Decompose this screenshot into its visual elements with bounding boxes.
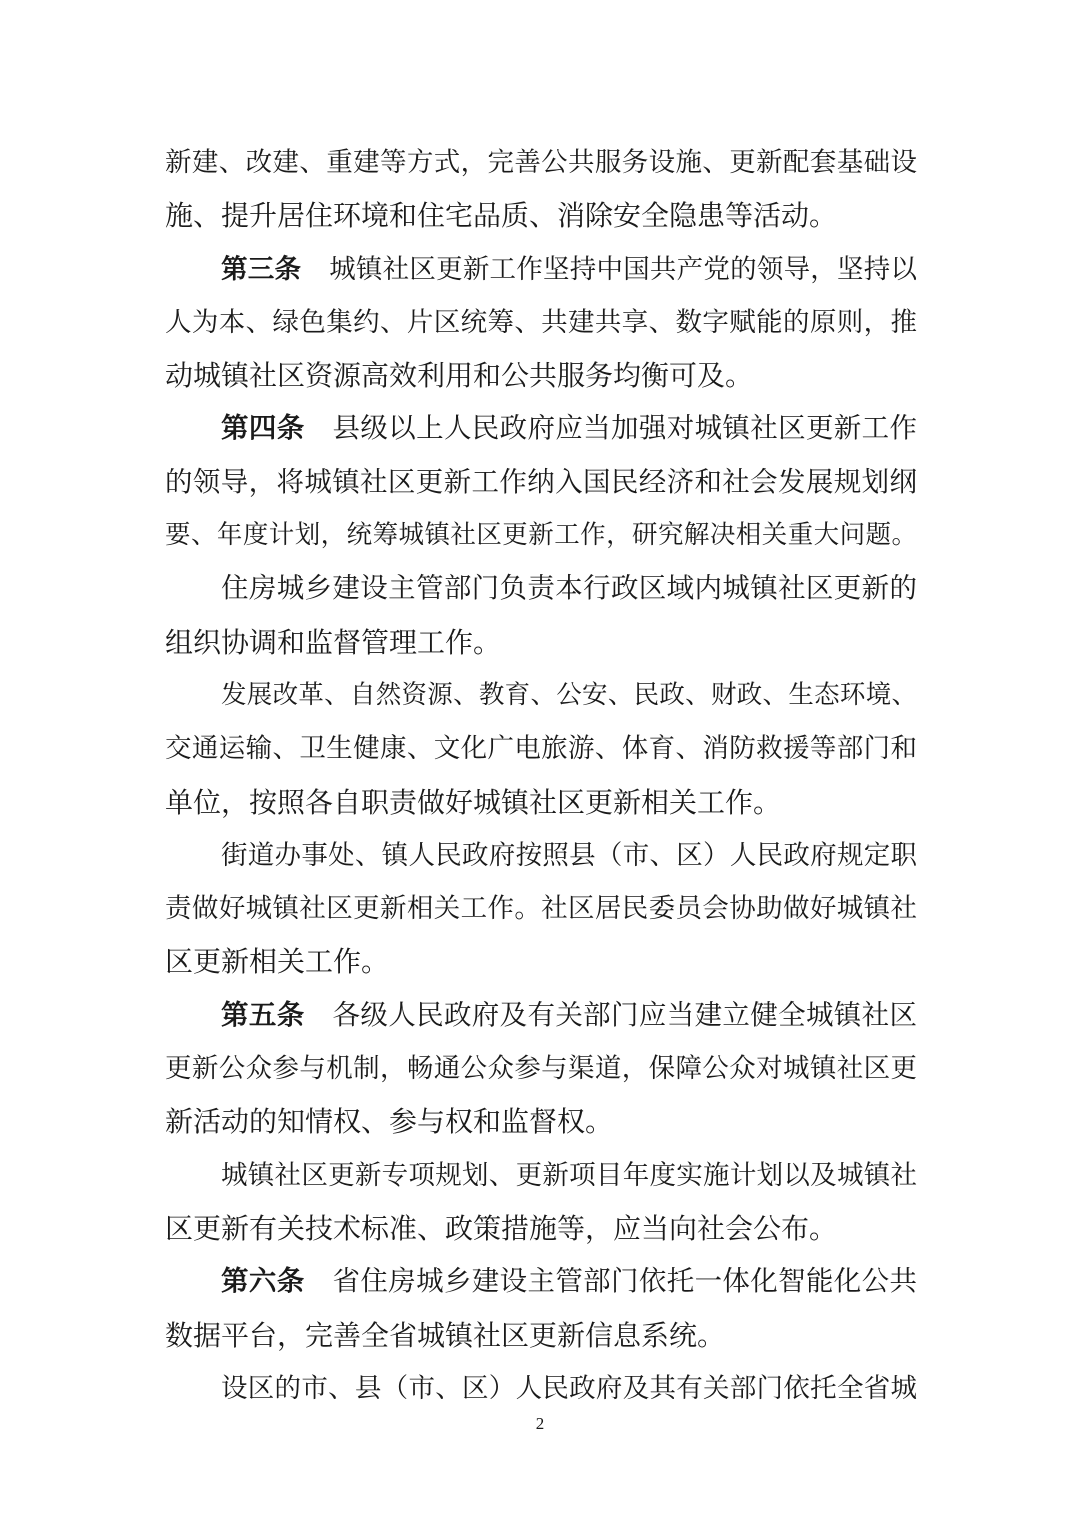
text-line (165, 616, 917, 669)
line-text: 县级以上人民政府应当加强对城镇社区更新工作 (332, 412, 918, 445)
line-text: 城镇社区更新工作坚持中国共产党的领导，坚持以 (329, 253, 917, 285)
article-label: 第六条 (221, 1265, 305, 1298)
text-line (165, 562, 917, 615)
text-line (165, 882, 917, 935)
text-line (165, 722, 917, 775)
line-text: 区更新有关技术标准、政策措施等，应当向社会公布。 (165, 1211, 838, 1245)
line-text: 施、提升居住环境和住宅品质、消除安全隐患等活动。 (165, 199, 838, 233)
line-text: 要、年度计划，统筹城镇社区更新工作，研究解决相关重大问题。 (165, 520, 917, 551)
text-line (165, 669, 917, 722)
line-text: 各级人民政府及有关部门应当建立健全城镇社区 (332, 998, 918, 1031)
line-text: 城镇社区更新专项规划、更新项目年度实施计划以及城镇社 (221, 1159, 917, 1191)
article-label: 第三条 (221, 253, 302, 285)
line-text: 单位，按照各自职责做好城镇社区更新相关工作。 (165, 785, 782, 819)
article-heading-line (165, 989, 917, 1042)
line-text: 动城镇社区资源高效利用和公共服务均衡可及。 (165, 359, 754, 393)
line-text: 发展改革、自然资源、教育、公安、民政、财政、生态环境、 (221, 679, 917, 710)
text-line (165, 829, 917, 882)
page-number: 2 (535, 1414, 545, 1433)
text-line (165, 935, 917, 988)
text-line (165, 456, 917, 509)
line-text: 街道办事处、镇人民政府按照县（市、区）人民政府规定职 (221, 839, 917, 871)
text-line (165, 189, 917, 242)
line-text: 的领导，将城镇社区更新工作纳入国民经济和社会发展规划纲 (165, 465, 917, 498)
article-heading-line (165, 1255, 917, 1308)
text-line (165, 1362, 917, 1415)
line-text: 人为本、绿色集约、片区统筹、共建共享、数字赋能的原则，推 (165, 306, 917, 338)
line-text: 设区的市、县（市、区）人民政府及其有关部门依托全省城 (221, 1372, 917, 1404)
text-line (165, 509, 917, 562)
article-label: 第四条 (221, 412, 305, 445)
line-text: 省住房城乡建设主管部门依托一体化智能化公共 (332, 1265, 918, 1298)
line-text: 新建、改建、重建等方式，完善公共服务设施、更新配套基础设 (165, 147, 917, 178)
line-text: 组织协调和监督管理工作。 (165, 625, 502, 659)
text-line (165, 1309, 917, 1362)
line-text: 区更新相关工作。 (165, 945, 390, 979)
document-body (165, 136, 917, 1415)
text-line (165, 1042, 917, 1095)
line-text: 责做好城镇社区更新相关工作。社区居民委员会协助做好城镇社 (165, 893, 917, 925)
text-line (165, 1202, 917, 1255)
article-heading-line (165, 402, 917, 455)
text-line (165, 349, 917, 402)
line-text: 更新公众参与机制，畅通公众参与渠道，保障公众对城镇社区更 (165, 1053, 917, 1085)
text-line (165, 1149, 917, 1202)
article-heading-line (165, 243, 917, 296)
text-line (165, 136, 917, 189)
line-text: 住房城乡建设主管部门负责本行政区域内城镇社区更新的 (221, 572, 917, 605)
text-line (165, 776, 917, 829)
line-text: 交通运输、卫生健康、文化广电旅游、体育、消防救援等部门和 (165, 733, 917, 765)
text-line (165, 1095, 917, 1148)
text-line (165, 296, 917, 349)
article-label: 第五条 (221, 998, 305, 1031)
line-text: 新活动的知情权、参与权和监督权。 (165, 1105, 614, 1139)
line-text: 数据平台，完善全省城镇社区更新信息系统。 (165, 1318, 726, 1352)
